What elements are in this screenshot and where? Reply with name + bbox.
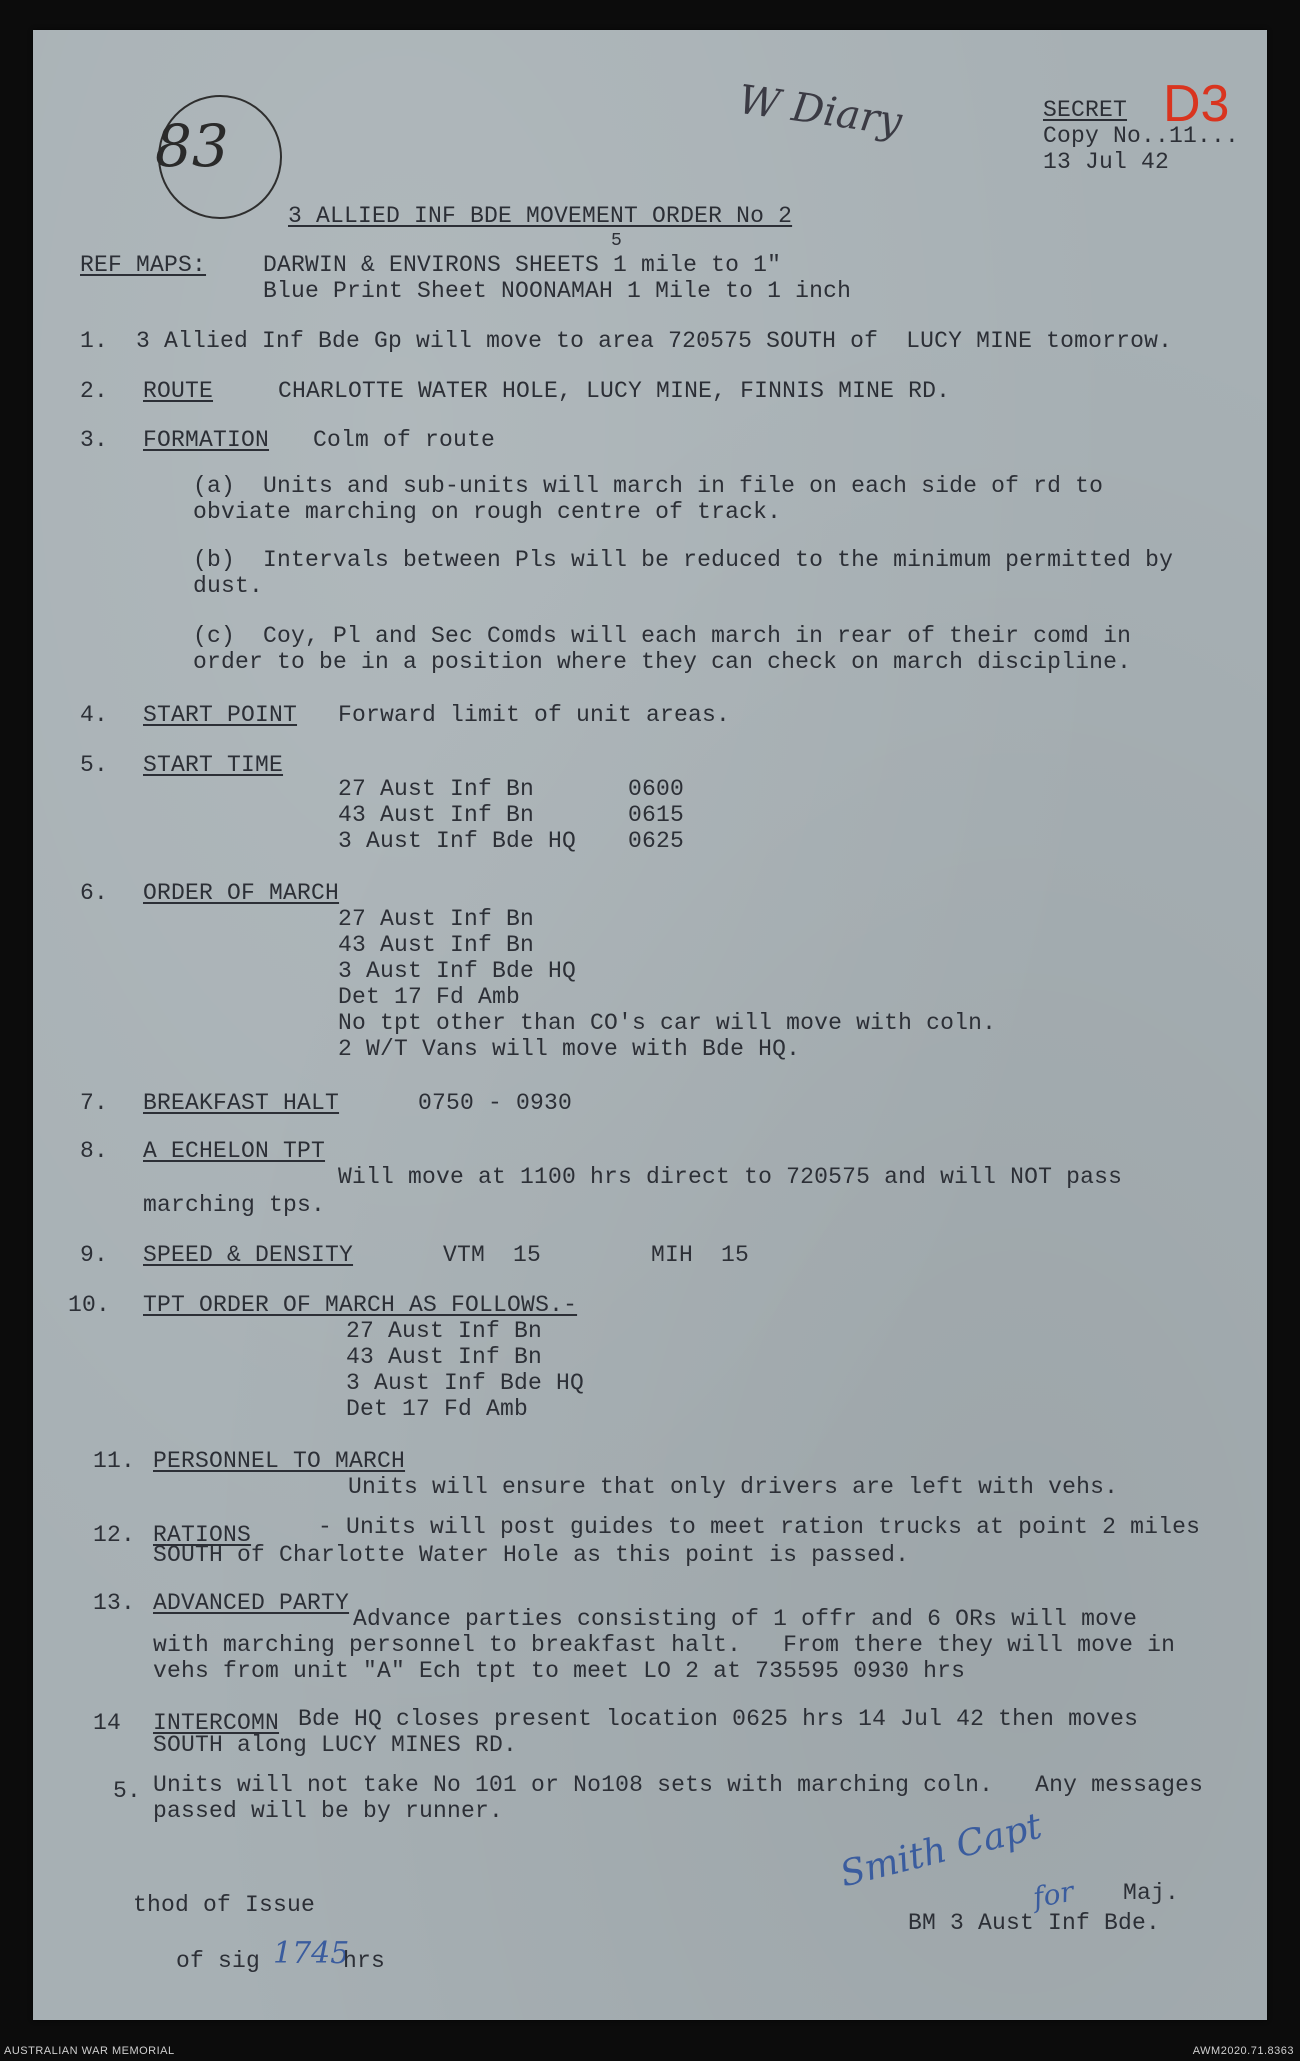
para-11-heading: PERSONNEL TO MARCH — [153, 1448, 406, 1474]
start-time-value: 0615 — [628, 802, 685, 828]
tpt-order-line: Det 17 Fd Amb — [346, 1396, 529, 1422]
method-of-issue: thod of Issue — [133, 1892, 316, 1918]
copy-number: Copy No..11... — [1043, 123, 1240, 149]
para-12-line2: SOUTH of Charlotte Water Hole as this point is passed. — [153, 1542, 910, 1568]
red-d3-mark: D3 — [1163, 75, 1230, 133]
para-12-heading: RATIONS — [153, 1522, 252, 1548]
para-15-number: 5. — [113, 1778, 142, 1804]
para-13-heading: ADVANCED PARTY — [153, 1590, 350, 1616]
para-11-number: 11. — [93, 1448, 136, 1474]
ref-maps-label: REF MAPS: — [80, 252, 207, 278]
para-14-heading: INTERCOMN — [153, 1710, 280, 1736]
tpt-order-line: 27 Aust Inf Bn — [346, 1318, 543, 1344]
para-3-number: 3. — [80, 427, 109, 453]
para-8-heading: A ECHELON TPT — [143, 1138, 326, 1164]
para-12-number: 12. — [93, 1522, 136, 1548]
ref-maps-line1: DARWIN & ENVIRONS SHEETS 1 mile to 1" — [263, 252, 782, 278]
para-5-heading: START TIME — [143, 752, 284, 778]
para-9-number: 9. — [80, 1242, 109, 1268]
tpt-order-line: 3 Aust Inf Bde HQ — [346, 1370, 585, 1396]
para-11-text: Units will ensure that only drivers are left with vehs. — [348, 1474, 1119, 1500]
para-8-line1: Will move at 1100 hrs direct to 720575 and will NOT pass — [338, 1164, 1123, 1190]
para-1: 1. 3 Allied Inf Bde Gp will move to area 720575 SOUTH of LUCY MINE tomorrow. — [80, 328, 1173, 354]
para-3-text: Colm of route — [313, 427, 496, 453]
para-9-heading: SPEED & DENSITY — [143, 1242, 354, 1268]
handwritten-diary-note: W Diary — [735, 76, 905, 146]
para-10-number: 10. — [68, 1292, 111, 1318]
order-date: 13 Jul 42 — [1043, 149, 1170, 175]
handwritten-signature: Smith Capt — [836, 1805, 1046, 1896]
para-3c-line2: order to be in a position where they can check on march discipline. — [193, 649, 1132, 675]
order-of-march-line: 3 Aust Inf Bde HQ — [338, 958, 577, 984]
ref-maps-line2: Blue Print Sheet NOONAMAH 1 Mile to 1 inch — [263, 278, 852, 304]
start-time-unit: 43 Aust Inf Bn — [338, 802, 535, 828]
security-classification: SECRET — [1043, 97, 1128, 123]
time-of-signature-suffix: hrs — [343, 1948, 386, 1974]
para-3c-line1: (c) Coy, Pl and Sec Comds will each march in rear of their comd in — [193, 623, 1132, 649]
order-of-march-line: 2 W/T Vans will move with Bde HQ. — [338, 1036, 801, 1062]
order-of-march-line: No tpt other than CO's car will move with coln. — [338, 1010, 997, 1036]
para-4-number: 4. — [80, 702, 109, 728]
order-of-march-line: 43 Aust Inf Bn — [338, 932, 535, 958]
para-12-line1: - Units will post guides to meet ration trucks at point 2 miles — [318, 1514, 1201, 1540]
para-14-line1: Bde HQ closes present location 0625 hrs 14 Jul 42 then moves — [298, 1706, 1139, 1732]
para-4-heading: START POINT — [143, 702, 298, 728]
order-of-march-line: Det 17 Fd Amb — [338, 984, 521, 1010]
para-7-text: 0750 - 0930 — [418, 1090, 573, 1116]
para-6-heading: ORDER OF MARCH — [143, 880, 340, 906]
para-10-heading: TPT ORDER OF MARCH AS FOLLOWS.- — [143, 1292, 578, 1318]
para-13-line3: vehs from unit "A" Ech tpt to meet LO 2 at 735595 0930 hrs — [153, 1658, 966, 1684]
para-5-number: 5. — [80, 752, 109, 778]
para-8-number: 8. — [80, 1138, 109, 1164]
handwritten-ref-number: 83 — [155, 112, 229, 180]
start-time-value: 0625 — [628, 828, 685, 854]
para-2-text: CHARLOTTE WATER HOLE, LUCY MINE, FINNIS MINE RD. — [278, 378, 951, 404]
para-3a-line1: (a) Units and sub-units will march in file on each side of rd to — [193, 473, 1104, 499]
para-14-line2: SOUTH along LUCY MINES RD. — [153, 1732, 518, 1758]
para-3b-line2: dust. — [193, 573, 264, 599]
para-6-number: 6. — [80, 880, 109, 906]
para-8-line2: marching tps. — [143, 1192, 326, 1218]
para-7-number: 7. — [80, 1090, 109, 1116]
para-14-number: 14 — [93, 1710, 122, 1736]
para-9-mih: MIH 15 — [651, 1242, 750, 1268]
para-3-heading: FORMATION — [143, 427, 270, 453]
order-of-march-line: 27 Aust Inf Bn — [338, 906, 535, 932]
para-13-line1: Advance parties consisting of 1 offr and 6 ORs will move — [353, 1606, 1138, 1632]
ref-maps-superscript: 5 — [611, 231, 623, 251]
start-time-value: 0600 — [628, 776, 685, 802]
archive-reference: AWM2020.71.8363 — [1192, 2045, 1294, 2057]
start-time-unit: 27 Aust Inf Bn — [338, 776, 535, 802]
start-time-unit: 3 Aust Inf Bde HQ — [338, 828, 577, 854]
para-13-line2: with marching personnel to breakfast halt. From there they will move in — [153, 1632, 1176, 1658]
signature-rank: Maj. — [1123, 1880, 1180, 1906]
para-4-text: Forward limit of unit areas. — [338, 702, 731, 728]
para-7-heading: BREAKFAST HALT — [143, 1090, 340, 1116]
para-2-number: 2. — [80, 378, 109, 404]
para-9-vtm: VTM 15 — [443, 1242, 542, 1268]
archive-credit: AUSTRALIAN WAR MEMORIAL — [4, 2045, 175, 2057]
para-3a-line2: obviate marching on rough centre of track. — [193, 499, 782, 525]
time-of-signature-prefix: of sig — [176, 1948, 261, 1974]
signature-appointment: BM 3 Aust Inf Bde. — [908, 1910, 1161, 1936]
para-2-heading: ROUTE — [143, 378, 214, 404]
document-page — [33, 30, 1267, 2020]
handwritten-for: for — [1030, 1874, 1077, 1915]
tpt-order-line: 43 Aust Inf Bn — [346, 1344, 543, 1370]
para-15-line1: Units will not take No 101 or No108 sets with marching coln. Any messages — [153, 1772, 1204, 1798]
handwritten-time: 1745 — [273, 1936, 350, 1971]
para-3b-line1: (b) Intervals between Pls will be reduced to the minimum permitted by — [193, 547, 1174, 573]
document-title: 3 ALLIED INF BDE MOVEMENT ORDER No 2 — [288, 203, 793, 229]
para-15-line2: passed will be by runner. — [153, 1798, 504, 1824]
para-13-number: 13. — [93, 1590, 136, 1616]
